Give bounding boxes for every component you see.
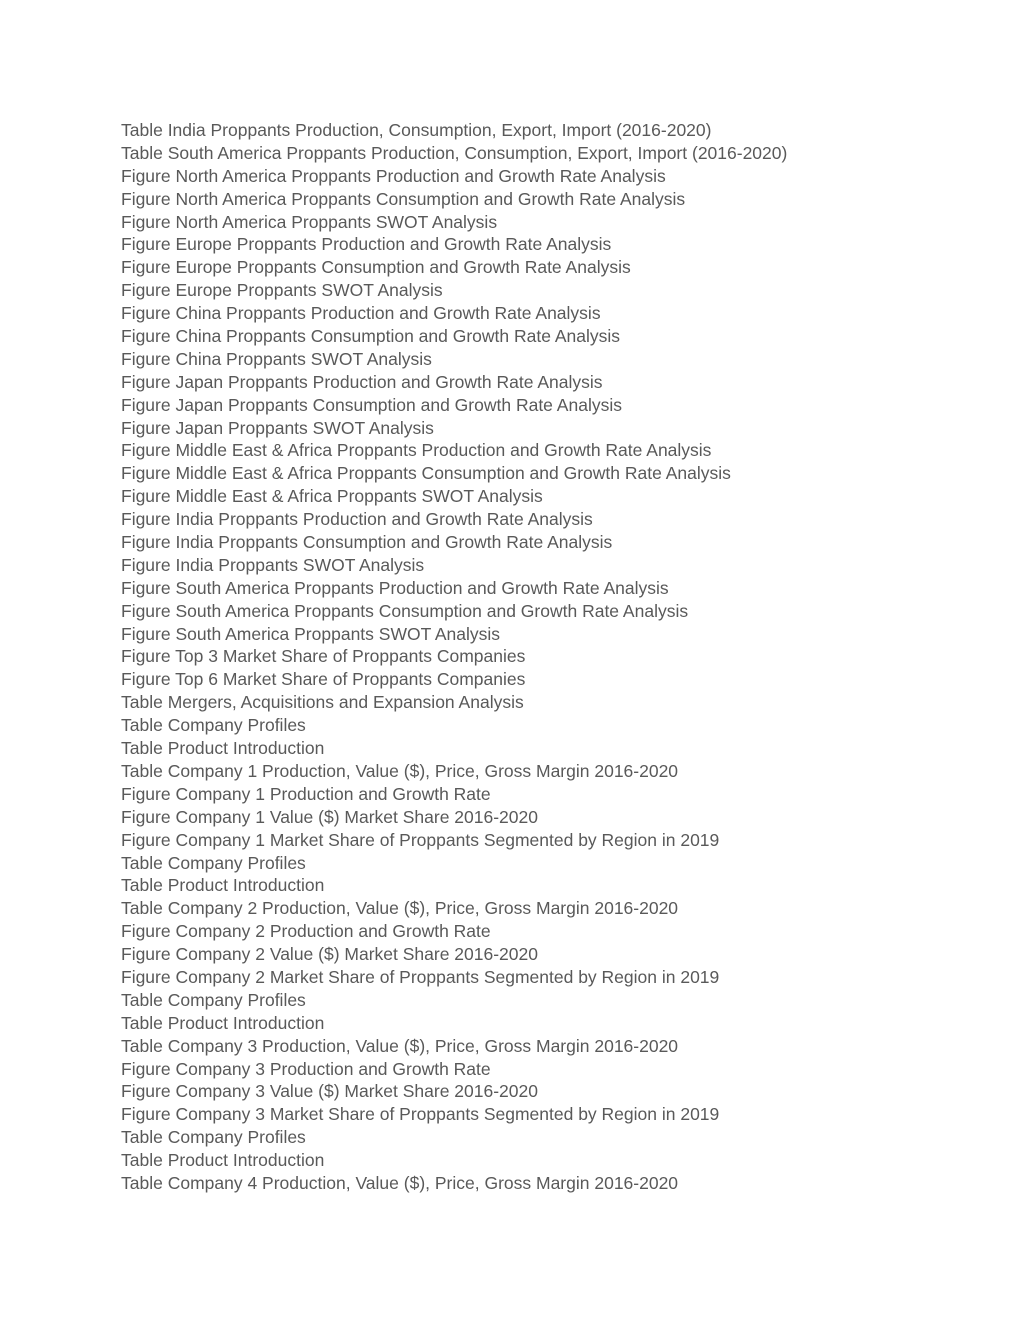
list-item: Table Company 2 Production, Value ($), Price, Gross Margin 2016-2020 (121, 898, 679, 919)
list-item: Figure South America Proppants Production and Growth Rate Analysis (121, 577, 669, 598)
list-item: Table Company 4 Production, Value ($), Price, Gross Margin 2016-2020 (121, 1172, 679, 1193)
list-item: Figure Middle East & Africa Proppants Production and Growth Rate Analysis (121, 440, 712, 461)
list-item: Figure Company 3 Production and Growth Rate (121, 1058, 491, 1079)
list-item: Figure India Proppants Consumption and Growth Rate Analysis (121, 532, 613, 553)
list-item: Figure Company 3 Value ($) Market Share 2016-2020 (121, 1081, 538, 1102)
list-item: Figure North America Proppants Production and Growth Rate Analysis (121, 165, 666, 186)
list-item: Table South America Proppants Production, Consumption, Export, Import (2016-2020) (121, 142, 788, 163)
list-item: Table Company Profiles (121, 715, 306, 736)
list-item: Table Product Introduction (121, 738, 325, 759)
list-item: Figure Europe Proppants SWOT Analysis (121, 280, 443, 301)
list-item: Figure Europe Proppants Consumption and Growth Rate Analysis (121, 257, 631, 278)
list-item: Figure North America Proppants Consumption and Growth Rate Analysis (121, 188, 686, 209)
list-item: Figure Company 1 Production and Growth Rate (121, 783, 491, 804)
list-item: Figure North America Proppants SWOT Analysis (121, 211, 498, 232)
list-item: Figure Europe Proppants Production and Growth Rate Analysis (121, 234, 612, 255)
list-item: Figure Company 3 Market Share of Proppants Segmented by Region in 2019 (121, 1104, 720, 1125)
list-item: Table Company 3 Production, Value ($), Price, Gross Margin 2016-2020 (121, 1035, 679, 1056)
list-item: Figure Top 3 Market Share of Proppants Companies (121, 646, 526, 667)
list-item: Figure Company 1 Value ($) Market Share 2016-2020 (121, 806, 538, 827)
list-item: Figure Japan Proppants Consumption and Growth Rate Analysis (121, 394, 622, 415)
list-of-tables-and-figures (121, 119, 981, 1195)
list-item: Figure Top 6 Market Share of Proppants Companies (121, 669, 526, 690)
list-item: Figure India Proppants Production and Growth Rate Analysis (121, 509, 593, 530)
list-item: Table Company Profiles (121, 1127, 306, 1148)
list-item: Table Company Profiles (121, 852, 306, 873)
list-item: Figure China Proppants Consumption and Growth Rate Analysis (121, 326, 621, 347)
list-item: Figure Middle East & Africa Proppants Consumption and Growth Rate Analysis (121, 463, 731, 484)
list-item: Figure Middle East & Africa Proppants SWOT Analysis (121, 486, 543, 507)
list-item: Figure Japan Proppants SWOT Analysis (121, 417, 434, 438)
list-item: Figure Company 2 Market Share of Proppants Segmented by Region in 2019 (121, 966, 720, 987)
list-item: Table Company 1 Production, Value ($), Price, Gross Margin 2016-2020 (121, 760, 679, 781)
list-item: Table Product Introduction (121, 1150, 325, 1171)
list-item: Table Product Introduction (121, 1012, 325, 1033)
list-item: Figure Company 2 Value ($) Market Share 2016-2020 (121, 944, 538, 965)
list-item: Figure South America Proppants SWOT Analysis (121, 623, 501, 644)
list-item: Figure Japan Proppants Production and Growth Rate Analysis (121, 371, 603, 392)
list-item: Table Company Profiles (121, 989, 306, 1010)
list-item: Table Mergers, Acquisitions and Expansion Analysis (121, 692, 524, 713)
list-item: Figure China Proppants SWOT Analysis (121, 348, 432, 369)
list-item: Figure India Proppants SWOT Analysis (121, 554, 425, 575)
list-item: Figure South America Proppants Consumption and Growth Rate Analysis (121, 600, 689, 621)
list-item: Table Product Introduction (121, 875, 325, 896)
list-item: Table India Proppants Production, Consumption, Export, Import (2016-2020) (121, 120, 712, 140)
list-item: Figure Company 2 Production and Growth Rate (121, 921, 491, 942)
list-item: Figure China Proppants Production and Growth Rate Analysis (121, 303, 601, 324)
list-item: Figure Company 1 Market Share of Proppants Segmented by Region in 2019 (121, 829, 720, 850)
